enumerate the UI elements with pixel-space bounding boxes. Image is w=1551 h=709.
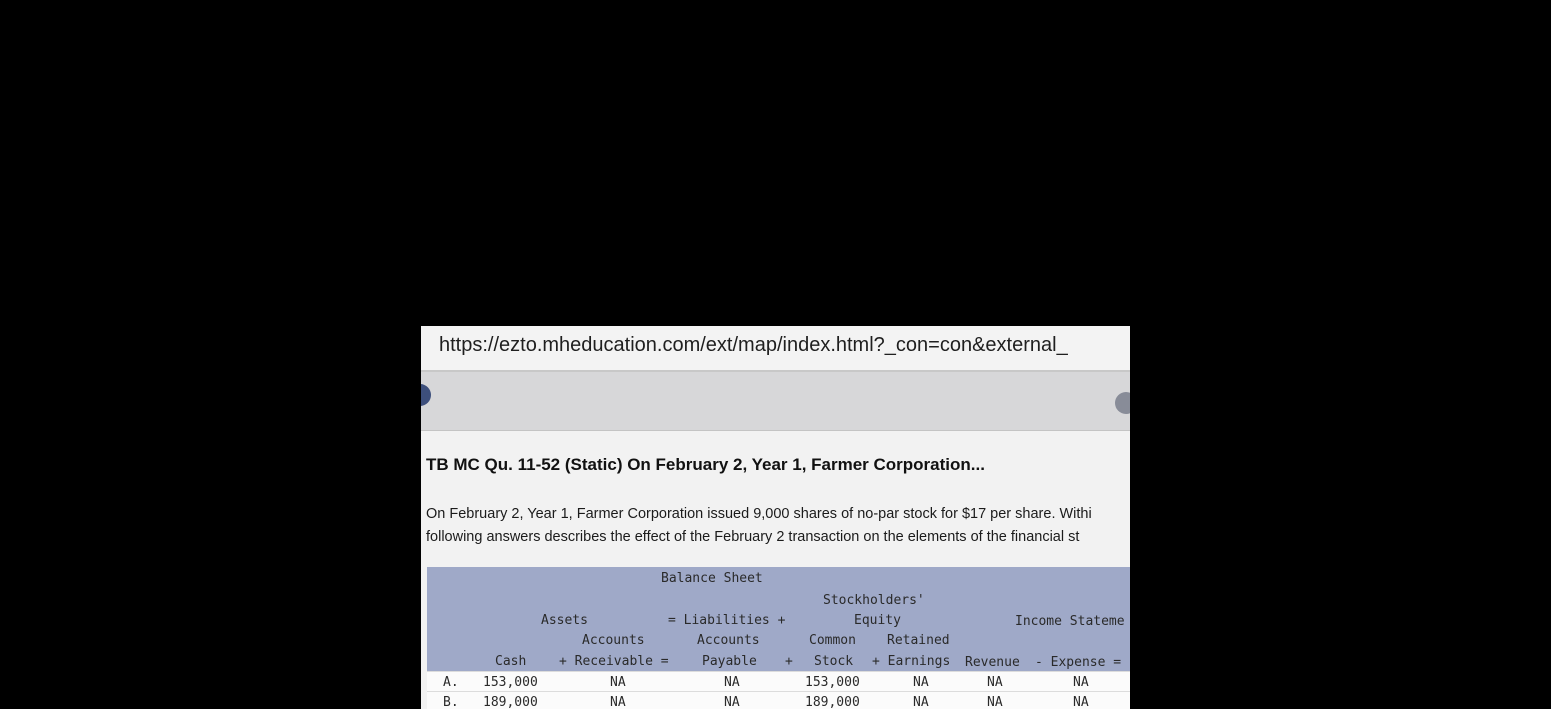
header-stock: Stock	[814, 654, 854, 669]
header-receivable: + Receivable =	[559, 654, 669, 669]
header-equals-liabilities: = Liabilities +	[668, 613, 786, 628]
answer-row-b[interactable]	[427, 691, 1130, 709]
question-text-line-2: following answers describes the effect of the February 2 transaction on the elements of the financial st	[426, 529, 1080, 545]
cell-stock: 153,000	[805, 675, 860, 690]
row-label: A.	[443, 675, 459, 690]
header-equity: Equity	[854, 613, 901, 628]
header-accounts-receivable: Accounts	[582, 633, 645, 648]
cell-revenue: NA	[987, 675, 1003, 690]
menu-icon[interactable]	[421, 384, 431, 406]
question-area	[421, 431, 1130, 709]
answer-table	[427, 567, 1130, 709]
header-assets: Assets	[541, 613, 588, 628]
cell-earnings: NA	[913, 675, 929, 690]
header-expense: - Expense =	[1035, 655, 1122, 670]
question-title: TB MC Qu. 11-52 (Static) On February 2, Year 1, Farmer Corporation...	[426, 455, 985, 474]
header-accounts-payable: Accounts	[697, 633, 760, 648]
row-label: B.	[443, 695, 459, 709]
cell-payable: NA	[724, 675, 740, 690]
header-cash: Cash	[495, 654, 527, 669]
photographed-screen	[421, 326, 1130, 709]
answer-row-a[interactable]	[427, 671, 1130, 692]
cell-cash: 153,000	[483, 675, 538, 690]
cell-receivable: NA	[610, 675, 626, 690]
header-common: Common	[809, 633, 856, 648]
header-payable: Payable	[702, 654, 757, 669]
table-header	[427, 567, 1130, 671]
header-stockholders: Stockholders'	[823, 593, 925, 608]
toolbar-button-icon[interactable]	[1115, 392, 1130, 414]
question-text-line-1: On February 2, Year 1, Farmer Corporation issued 9,000 shares of no-par stock for $17 per share. Withi	[426, 506, 1092, 522]
address-bar[interactable]	[421, 326, 1130, 372]
header-revenue: Revenue	[965, 655, 1020, 670]
cell-payable: NA	[724, 695, 740, 709]
header-earnings: + Earnings	[872, 654, 951, 669]
assignment-toolbar	[421, 372, 1130, 431]
url-text[interactable]: https://ezto.mheducation.com/ext/map/index.html?_con=con&external_	[439, 334, 1068, 356]
cell-receivable: NA	[610, 695, 626, 709]
header-retained: Retained	[887, 633, 950, 648]
header-plus: +	[785, 654, 793, 669]
cell-cash: 189,000	[483, 695, 538, 709]
cell-expense: NA	[1073, 675, 1089, 690]
header-income-statement: Income Stateme	[1015, 614, 1125, 629]
cell-earnings: NA	[913, 695, 929, 709]
cell-expense: NA	[1073, 695, 1089, 709]
header-balance-sheet: Balance Sheet	[661, 571, 763, 586]
cell-revenue: NA	[987, 695, 1003, 709]
cell-stock: 189,000	[805, 695, 860, 709]
